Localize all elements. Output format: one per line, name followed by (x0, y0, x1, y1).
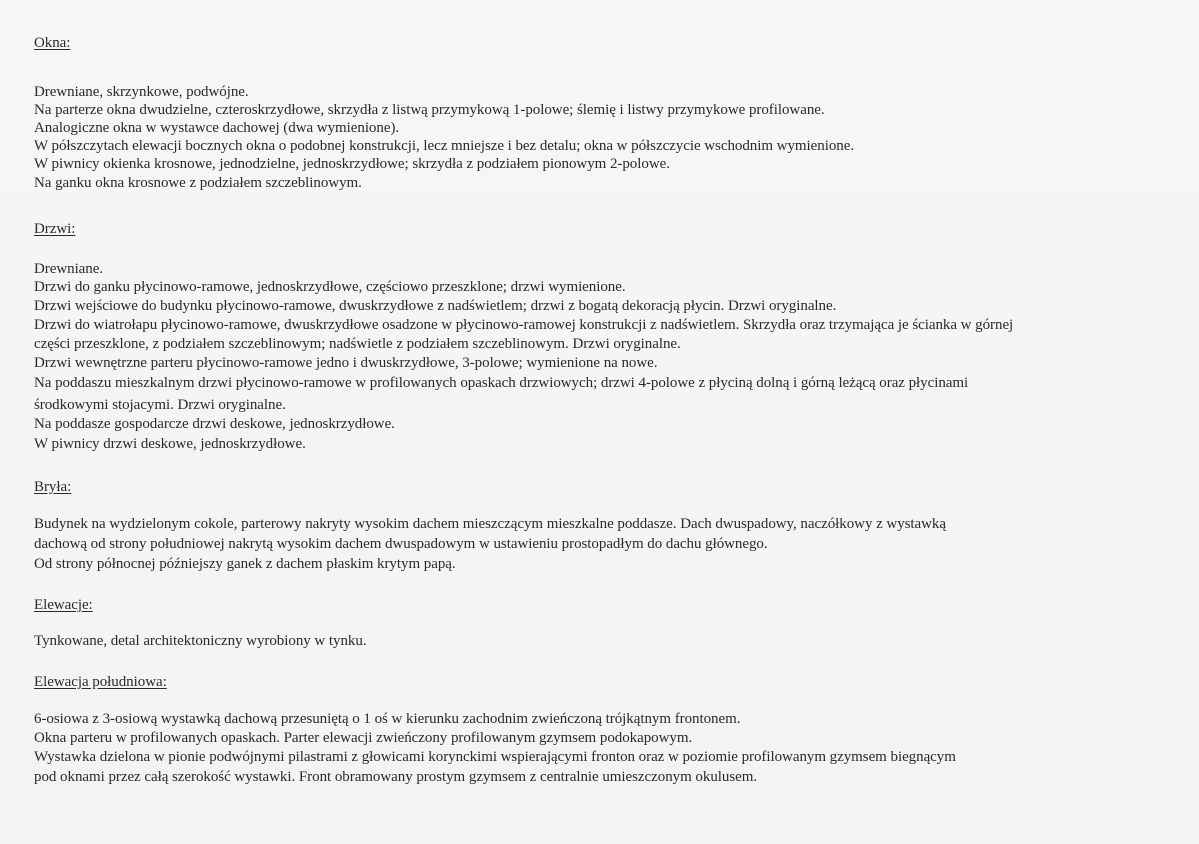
text-line: Drewniane, skrzynkowe, podwójne. (34, 84, 249, 100)
text-line: Analogiczne okna w wystawce dachowej (dwa wymienione). (34, 120, 400, 136)
text-line: Drzwi do ganku płycinowo-ramowe, jednoskrzydłowe, częściowo przeszklone; drzwi wymienione. (34, 279, 626, 295)
section-heading-okna: Okna: (34, 35, 71, 51)
text-line: dachową od strony południowej nakrytą wysokim dachem dwuspadowym w ustawieniu prostopadłym do dachu głównego. (34, 536, 768, 552)
text-line: Na parterze okna dwudzielne, czteroskrzydłowe, skrzydła z listwą przymykową 1-polowe; ślemię i listwy przymykowe profilowane. (34, 102, 825, 118)
text-line: Drewniane. (34, 261, 104, 277)
text-line: Od strony północnej późniejszy ganek z dachem płaskim krytym papą. (34, 556, 456, 572)
text-line: 6-osiowa z 3-osiową wystawką dachową przesuniętą o 1 oś w kierunku zachodnim zwieńczoną trójkątnym frontonem. (34, 711, 741, 727)
text-line: Drzwi do wiatrołapu płycinowo-ramowe, dwuskrzydłowe osadzone w płycinowo-ramowej konstrukcji z nadświetlem. Skrzydła oraz trzymająca je ścianka w górnej (34, 317, 1014, 333)
text-line: W piwnicy okienka krosnowe, jednodzielne, jednoskrzydłowe; skrzydła z podziałem pionowym 2-polowe. (34, 156, 670, 172)
section-heading-drzwi: Drzwi: (34, 221, 76, 237)
section-heading-elewacje: Elewacje: (34, 597, 93, 613)
text-line: W piwnicy drzwi deskowe, jednoskrzydłowe. (34, 436, 306, 452)
section-heading-elewacja-poludniowa: Elewacja południowa: (34, 674, 167, 690)
text-line: Na poddaszu mieszkalnym drzwi płycinowo-ramowe w profilowanych opaskach drzwiowych; drzwi 4-polowe z płyciną dolną i górną leżącą oraz płycinami (34, 375, 969, 391)
text-line: Na poddasze gospodarcze drzwi deskowe, jednoskrzydłowe. (34, 416, 395, 432)
text-line: Wystawka dzielona w pionie podwójnymi pilastrami z głowicami korynckimi wspierającymi fronton oraz w poziomie profilowanym gzymsem biegnącym (34, 749, 956, 765)
text-line: Tynkowane, detal architektoniczny wyrobiony w tynku. (34, 633, 367, 649)
text-line: pod oknami przez całą szerokość wystawki. Front obramowany prostym gzymsem z centralnie umieszczonym okulusem. (34, 769, 758, 785)
section-heading-bryla: Bryła: (34, 479, 72, 495)
text-line: Okna parteru w profilowanych opaskach. Parter elewacji zwieńczony profilowanym gzymsem podokapowym. (34, 730, 693, 746)
text-line: części przeszklone, z podziałem szczeblinowym; nadświetle z podziałem szczeblinowym. Drzwi oryginalne. (34, 336, 681, 352)
text-line: Drzwi wejściowe do budynku płycinowo-ramowe, dwuskrzydłowe z nadświetlem; drzwi z bogatą dekoracją płycin. Drzwi oryginalne. (34, 298, 837, 314)
text-line: środkowymi stojacymi. Drzwi oryginalne. (34, 397, 286, 413)
text-line: W półszczytach elewacji bocznych okna o podobnej konstrukcji, lecz mniejsze i bez detalu; okna w półszczycie wschodnim wymienione. (34, 138, 855, 154)
text-line: Drzwi wewnętrzne parteru płycinowo-ramowe jedno i dwuskrzydłowe, 3-polowe; wymienione na nowe. (34, 355, 658, 371)
text-line: Na ganku okna krosnowe z podziałem szczeblinowym. (34, 175, 362, 191)
text-line: Budynek na wydzielonym cokole, parterowy nakryty wysokim dachem mieszczącym mieszkalne poddasze. Dach dwuspadowy, naczółkowy z wystawką (34, 516, 946, 532)
